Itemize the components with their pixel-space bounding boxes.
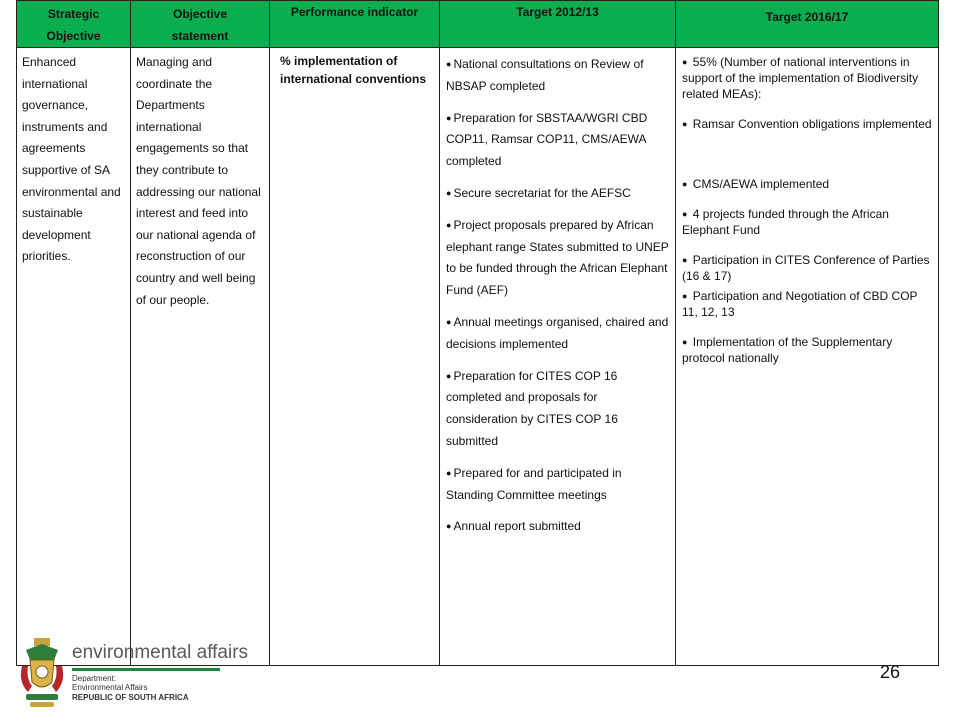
table-header-row: [17, 1, 939, 48]
cell-performance-indicator: [270, 48, 440, 666]
strategic-objective-text: Enhanced international governance, instruments and agreements supportive of SA environmental and sustainable development priorities.: [22, 55, 121, 264]
bullet-icon: ●: [446, 59, 452, 69]
bullet-icon: ●: [682, 337, 688, 347]
page-number: 26: [880, 662, 901, 682]
list-item: [446, 183, 669, 205]
logo-line-republic: REPUBLIC OF SOUTH AFRICA: [72, 693, 189, 702]
header-text: Strategic: [47, 7, 100, 21]
bullet-icon: ●: [446, 370, 452, 381]
list-item: [682, 54, 932, 102]
bullet-icon: ●: [682, 255, 688, 265]
logo-title: environmental affairs: [72, 642, 249, 663]
list-item: [682, 334, 932, 366]
list-item: [682, 288, 932, 320]
list-gap: [676, 146, 938, 176]
performance-indicator-text: % implementation of international conventions: [280, 54, 427, 86]
list-item-text: 4 projects funded through the African Elephant Fund: [682, 207, 889, 237]
cell-target-2012: [440, 48, 676, 666]
header-text: Performance indicator: [290, 5, 419, 19]
header-text: Target 2012/13: [516, 5, 599, 19]
bullet-icon: ●: [682, 179, 688, 189]
header-performance-indicator: [270, 1, 440, 48]
bullet-icon: ●: [446, 219, 452, 230]
target-2016-list: [676, 48, 938, 132]
list-item-text: Annual meetings organised, chaired and decisions implemented: [446, 314, 669, 351]
header-text: Objective: [46, 29, 101, 43]
list-item-text: Secure secretariat for the AEFSC: [453, 185, 631, 200]
list-item: [682, 206, 932, 238]
list-item: [446, 516, 669, 538]
header-text: statement: [171, 29, 229, 43]
bullet-icon: ●: [682, 119, 688, 129]
list-item-text: Project proposals prepared by African elephant range States submitted to UNEP to be funded through the African Elephant Fund (AEF): [446, 217, 669, 298]
list-item: [446, 108, 669, 173]
list-item-text: Preparation for CITES COP 16 completed and proposals for consideration by CITES COP 16 submitted: [446, 368, 618, 448]
cell-target-2016: [676, 48, 939, 666]
header-text: Objective: [172, 7, 228, 21]
bullet-icon: ●: [446, 112, 452, 123]
list-item-text: CMS/AEWA implemented: [692, 177, 830, 191]
bullet-icon: ●: [446, 316, 452, 327]
logo-divider: [72, 668, 220, 671]
list-item: [446, 54, 669, 98]
logo-line-affairs: Environmental Affairs: [72, 683, 148, 692]
header-text: Target 2016/17: [765, 10, 849, 24]
list-item-text: Prepared for and participated in Standing Committee meetings: [446, 465, 622, 502]
list-item-text: Participation and Negotiation of CBD COP 11, 12, 13: [682, 289, 918, 319]
header-strategic-objective: [17, 1, 131, 48]
department-logo: [16, 636, 256, 716]
target-2016-list-continued: [676, 176, 938, 366]
list-item-text: Annual report submitted: [453, 519, 581, 534]
list-item: [446, 463, 669, 507]
cell-strategic-objective: [17, 48, 131, 666]
objective-statement-text: Managing and coordinate the Departments international engagements so that they contribute to addressing our national interest and feed into our national agenda of reconstruction of our country and well being of our people.: [136, 55, 261, 307]
objectives-table: [16, 0, 939, 666]
list-item-text: Preparation for SBSTAA/WGRI CBD COP11, Ramsar COP11, CMS/AEWA completed: [446, 110, 648, 169]
list-item-text: Ramsar Convention obligations implemented: [692, 117, 932, 131]
target-2012-list: [440, 48, 675, 538]
table-row: [17, 48, 939, 666]
list-item: [446, 312, 669, 356]
list-item: [446, 366, 669, 453]
bullet-icon: ●: [446, 467, 452, 478]
bullet-icon: ●: [446, 187, 452, 198]
logo-line-department: Department:: [72, 674, 117, 683]
header-target-2016: [676, 1, 939, 48]
bullet-icon: ●: [682, 209, 688, 219]
bullet-icon: ●: [446, 521, 452, 532]
bullet-icon: ●: [682, 57, 688, 67]
list-item: [682, 116, 932, 132]
list-item: [446, 215, 669, 302]
list-item-text: 55% (Number of national interventions in support of the implementation of Biodiversity related MEAs):: [682, 55, 919, 101]
bullet-icon: ●: [682, 291, 688, 301]
cell-objective-statement: [131, 48, 270, 666]
list-item-text: Participation in CITES Conference of Parties (16 & 17): [682, 253, 930, 283]
list-item-text: Implementation of the Supplementary protocol nationally: [682, 335, 893, 365]
list-item-text: National consultations on Review of NBSAP completed: [446, 57, 644, 93]
header-target-2012: [440, 1, 676, 48]
list-item: [682, 176, 932, 192]
list-item: [682, 252, 932, 284]
header-objective-statement: [131, 1, 270, 48]
coat-of-arms-icon: [16, 636, 68, 714]
